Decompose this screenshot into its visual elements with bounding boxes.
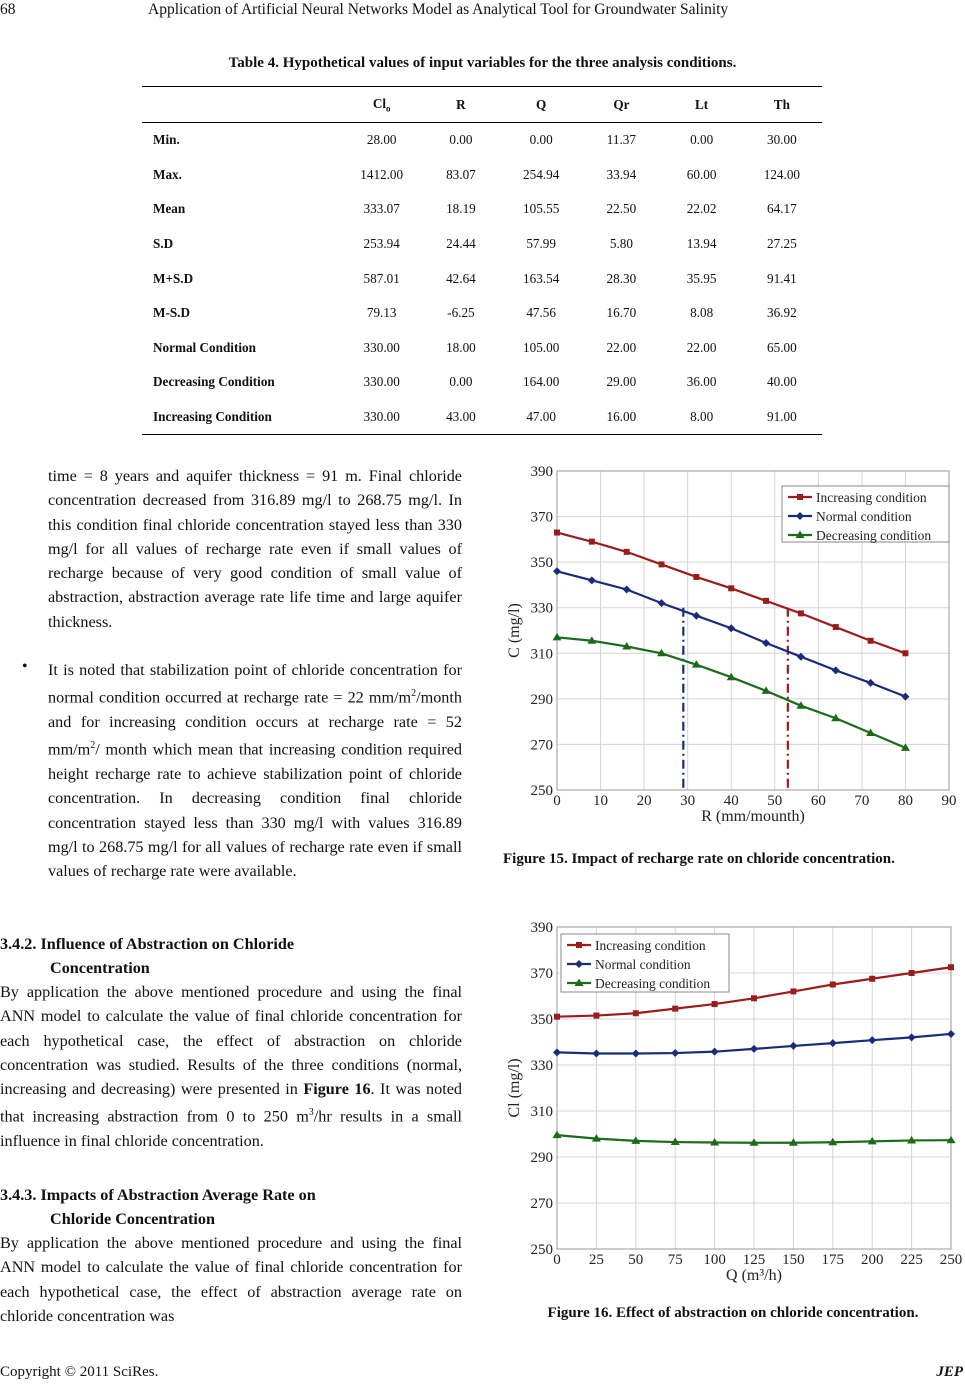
data-point [658,599,666,607]
table-cell: 36.92 [767,305,797,321]
data-point [829,1039,837,1047]
table-cell: 29.00 [606,374,637,390]
table-cell: 28.00 [366,132,397,148]
y-tick-label: 290 [530,1150,553,1166]
table-cell: 253.94 [363,236,400,252]
table-cell: 0.00 [690,132,714,148]
y-tick-label: 310 [530,646,553,663]
body-paragraph: By application the above mentioned procedure and using the final ANN model to calculate the value of final chloride concentration for each hypothetical case, the effect of abstraction on chloride concentration was studied. Results of the three conditions (normal, increasing and decreasing) were presented in Figure 16. It was noted that increasing abstraction from 0 to 250 $m^3/hr$ results in a small influence in final chloride concentration. [0,983,463,1151]
x-tick-label: 0 [553,1252,561,1268]
x-tick-label: 10 [593,793,609,809]
x-tick-label: 150 [782,1252,805,1268]
data-point [750,1045,758,1053]
table-cell: 47.00 [501,400,581,435]
table-cell: 8.08 [690,305,714,321]
data-point [751,995,757,1001]
table-cell: 0.00 [449,374,473,390]
data-point [592,1050,600,1058]
table-cell: 28.30 [606,270,637,286]
legend-label: Normal condition [595,957,691,972]
table-cell: 18.00 [446,339,476,355]
data-point [632,1050,640,1058]
table-cell: 333.07 [363,201,400,217]
table-row [142,192,822,227]
data-point [712,1001,718,1007]
table-row [142,158,822,193]
x-tick-label: 20 [636,793,652,809]
data-point [576,942,582,948]
x-tick-label: 100 [703,1252,726,1268]
table-cell: 22.00 [686,339,717,355]
data-point [797,653,805,661]
table-cell: 35.95 [686,270,717,286]
table-cell: 60.00 [686,166,717,182]
data-point [947,1030,955,1038]
page-number: 68 [0,1,16,18]
row-label: M+S.D [153,270,194,286]
body-paragraph: time = 8 years and aquifer thickness = 91 m. Final chloride concentration decreased from 316.89 mg/l to 268.75 mg/l. In this condition final chloride concentration stayed less than 330 mg/l for all values of recharge rate even if small values of recharge because of very good condition of small value of abstraction, abstraction average rate life time and large aquifer thickness. [48,467,462,631]
y-tick-label: 390 [530,464,553,480]
table-cell: 83.07 [446,166,476,182]
data-point [948,964,954,970]
table-cell: 0.00 [449,132,473,148]
column-header: Lt [662,87,742,123]
data-point [659,561,665,567]
row-label: Normal Condition [153,339,256,355]
data-point [832,666,840,674]
table-cell: 587.01 [363,270,400,286]
y-tick-label: 330 [530,600,553,617]
table-cell: 22.50 [606,201,637,217]
y-tick-label: 330 [530,1058,553,1074]
x-tick-label: 125 [742,1252,766,1268]
table-cell: 30.00 [767,132,797,148]
figure-caption: Figure 15. Impact of recharge rate on chloride concentration. [503,851,895,867]
copyright: Copyright © 2011 SciRes. [0,1364,159,1380]
table-cell: 65.00 [767,339,797,355]
x-axis-label: R (mm/mounth) [701,808,805,825]
x-tick-label: 70 [854,793,870,809]
data-point [789,1042,797,1050]
column-header: Qr [581,87,661,123]
table-cell: 22.00 [606,339,637,355]
table-cell: 0.00 [529,132,553,148]
table-cell: 36.00 [686,374,717,390]
data-point [553,1048,561,1056]
data-point [902,650,908,656]
x-tick-label: 90 [941,793,957,809]
data-point [762,639,770,647]
data-point [693,574,699,580]
x-tick-label: 50 [628,1252,644,1268]
y-tick-label: 370 [530,966,553,982]
x-axis-label: Q (m³/h) [726,1267,782,1284]
figure-15-chart [498,458,964,838]
data-point [672,1006,678,1012]
table-cell: 13.94 [686,236,717,252]
x-tick-label: 175 [821,1252,845,1268]
table-cell: 163.54 [523,270,560,286]
table-cell: 24.44 [446,236,476,252]
data-point [909,970,915,976]
column-header: R [421,87,501,123]
data-point [833,624,839,630]
table-cell: 91.00 [742,400,822,435]
journal-abbrev: JEP [936,1364,963,1380]
row-label: Max. [153,166,182,182]
column-header: $Cl_o$ [343,87,421,123]
table-row [142,261,822,296]
x-tick-label: 50 [767,793,783,809]
table-cell: 124.00 [763,166,800,182]
x-tick-label: 225 [900,1252,923,1268]
data-point [901,693,909,701]
data-point [867,679,875,687]
x-tick-label: 200 [860,1252,884,1268]
data-point [798,610,804,616]
data-point [830,982,836,988]
data-point [790,988,796,994]
table-cell: 16.70 [606,305,637,321]
x-tick-label: 60 [810,793,826,809]
row-label: M-S.D [153,305,190,321]
column-header: Q [501,87,581,123]
table-cell: 91.41 [767,270,797,286]
data-point [868,638,874,644]
legend-label: Decreasing condition [595,976,711,991]
table-cell: 16.00 [581,400,661,435]
table-cell: 330.00 [363,374,400,390]
data-point [671,1049,679,1057]
bullet-item: It is noted that stabilization point of chloride concentration for normal condition occurred at recharge rate = 22 $mm/m^2$/month and for increasing condition occurs at recharge rate = 52 $mm/m^2/$ month which mean that increasing condition required height recharge rate to achieve stabilization point of chloride concentration. In decreasing condition final chloride concentration stayed less than 330 mg/l with values 316.89 mg/l to 268.75 mg/l for all values of recharge rate even if small values of recharge rate were available. [48,661,462,881]
table-cell: 254.94 [523,166,560,182]
y-tick-label: 390 [530,920,553,936]
data-point [624,549,630,555]
table-cell: 27.25 [767,236,797,252]
data-point [588,576,596,584]
table-cell: 11.37 [606,132,636,148]
table-row [142,227,822,262]
data-table [142,86,822,435]
table-cell: 105.00 [523,339,560,355]
section-heading: 3.4.2. Influence of Abstraction on Chloride Concentration [0,935,295,978]
table-cell: 64.17 [767,201,797,217]
table-caption: Table 4. Hypothetical values of input variables for the three analysis conditions. [228,55,737,71]
table-row [142,365,822,400]
data-point [908,1033,916,1041]
y-tick-label: 250 [530,1242,553,1258]
row-label: Increasing Condition [142,400,343,435]
figure-reference: Figure 16 [303,1080,371,1099]
x-tick-label: 0 [553,793,561,809]
table-row [142,331,822,366]
section-heading: 3.4.3. Impacts of Abstraction Average Rate on Chloride Concentration [0,1186,316,1229]
bullet-icon: • [22,658,28,675]
page-header [0,0,965,24]
legend-label: Decreasing condition [816,528,932,543]
table-cell: 79.13 [366,305,397,321]
table-header-row [142,87,822,123]
x-tick-label: 30 [680,793,696,809]
table-cell: 330.00 [363,339,400,355]
x-tick-label: 80 [897,793,913,809]
table-row [142,123,822,158]
row-label: S.D [153,236,174,252]
data-point [728,585,734,591]
table-cell: 47.56 [526,305,556,321]
data-point [868,1036,876,1044]
legend-label: Normal condition [816,509,912,524]
x-tick-label: 250 [939,1252,963,1268]
row-label: Decreasing Condition [153,374,275,390]
table-cell: 105.55 [523,201,560,217]
table-body [142,123,822,435]
table-cell: 8.00 [662,400,742,435]
data-point [727,624,735,632]
table-cell: 1412.00 [360,166,404,182]
data-point [554,530,560,536]
data-point [593,1013,599,1019]
data-point [623,585,631,593]
table-cell: 22.02 [686,201,717,217]
y-tick-label: 350 [530,555,553,572]
running-title: Application of Artificial Neural Networks Model as Analytical Tool for Groundwater Salinity [148,1,729,18]
legend-label: Increasing condition [816,490,927,505]
y-axis-label: C (mg/l) [506,603,523,658]
table-cell: 57.99 [526,236,556,252]
data-point [797,494,803,500]
y-tick-label: 270 [530,737,553,754]
figure-16-chart [498,915,964,1300]
y-tick-label: 270 [530,1196,553,1212]
legend-label: Increasing condition [595,938,706,953]
table-cell: 33.94 [606,166,637,182]
data-point [633,1010,639,1016]
data-point [692,612,700,620]
y-tick-label: 370 [530,509,553,526]
table-header-empty [142,87,343,123]
table-cell: 40.00 [767,374,797,390]
data-point [589,539,595,545]
table-cell: -6.25 [447,305,475,321]
x-tick-label: 25 [588,1252,604,1268]
data-point [869,976,875,982]
column-header: Th [742,87,822,123]
table-cell: 5.80 [609,236,633,252]
y-tick-label: 250 [530,783,553,799]
table-cell: 18.19 [446,201,476,217]
y-tick-label: 350 [530,1012,553,1028]
table-cell: 164.00 [523,374,560,390]
body-paragraph: By application the above mentioned procedure and using the final ANN model to calculate the value of final chloride concentration for each hypothetical case, the effect of abstraction average rate on chloride concentration was [0,1234,462,1325]
table-row [142,296,822,331]
x-tick-label: 75 [667,1252,683,1268]
y-tick-label: 310 [530,1104,553,1120]
table-row [142,400,822,435]
table-cell: 330.00 [343,400,421,435]
data-point [711,1048,719,1056]
row-label: Min. [153,132,180,148]
y-tick-label: 290 [530,691,553,708]
data-point [763,598,769,604]
y-axis-label: Cl (mg/l) [506,1058,523,1118]
table-cell: 43.00 [421,400,501,435]
row-label: Mean [153,201,186,217]
table-cell: 42.64 [446,270,476,286]
data-point [553,567,561,575]
data-point [554,1014,560,1020]
figure-caption: Figure 16. Effect of abstraction on chloride concentration. [547,1305,919,1321]
x-tick-label: 40 [723,793,739,809]
